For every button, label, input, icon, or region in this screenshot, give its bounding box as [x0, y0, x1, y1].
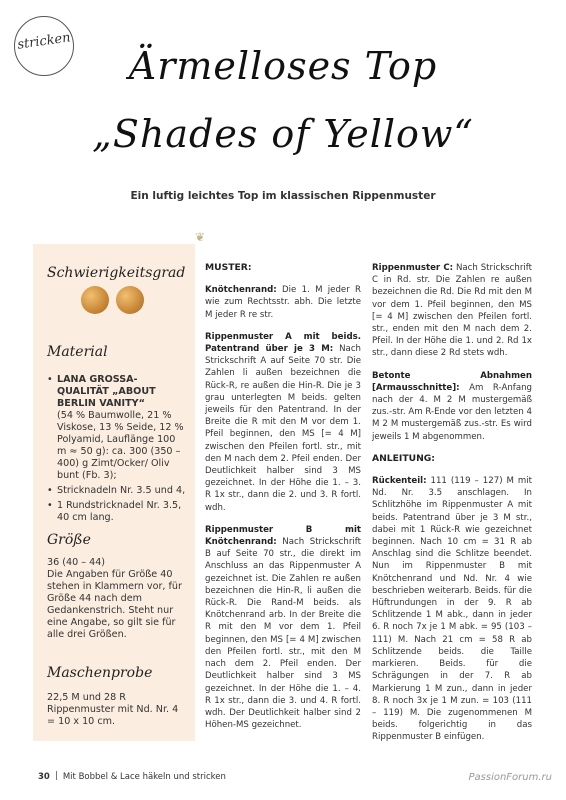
gauge-heading: Maschenprobe: [47, 665, 153, 681]
size-heading: Größe: [47, 532, 91, 548]
page-title-line1: Ärmelloses Top: [128, 44, 438, 88]
material-list: [47, 374, 187, 527]
page-subtitle: Ein luftig leichtes Top im klassischen Rippenmuster: [130, 190, 436, 202]
paragraph: Rippenmuster C: Nach Strickschrift C in Rd. str. Die Zahlen re außen bezeichnen die Rd. Die Rd mit den M vor dem 1. Pfeil beginnen, den MS [= 4 M] zwischen den Pfeilen fortl. str., enden mit den M nach dem 2. Pfeil. In der Höhe die 1. und 2. Rd 1x str., dann diese 2 Rd stets wdh.: [372, 263, 532, 359]
material-item: • 1 Rundstricknadel Nr. 3.5, 40 cm lang.: [47, 500, 187, 524]
magazine-name: Mit Bobbel & Lace häkeln und stricken: [62, 772, 226, 782]
difficulty-heading: Schwierigkeitsgrad: [47, 265, 186, 281]
watermark: PassionForum.ru: [468, 772, 552, 783]
paragraph: Rippenmuster A mit beids. Patentrand über je 3 M: Nach Strickschrift A auf Seite 70 str. Die Zahlen li außen bezeichnen die Rück-R, re außen die Hin-R. Die je 3 grau unterlegten M beids. gelten jeweils für den Patentrand. In der Breite die R mit den M vor dem 1. Pfeil beginnen, den MS [= 4 M] zwischen den Pfeilen fortl. str., mit den M nach dem 2. Pfeil enden. Der Deutlichkeit halber sind 3 MS gezeichnet. In der Höhe die 1. – 3. R 1x str., dann die 2. und 3. R fortl. wdh.: [205, 331, 361, 513]
material-item: • LANA GROSSA-QUALITÄT „ABOUT BERLIN VANITY“ (54 % Baumwolle, 21 % Viskose, 13 % Seide, 12 % Polyamid, Lauflänge 100 m ≈ 50 g): ca. 300 (350 – 400) g Zimt/Ocker/ Oliv bunt (Fb. 3);: [47, 374, 187, 482]
section-heading: ANLEITUNG:: [372, 452, 435, 464]
page-footer: [38, 771, 226, 782]
paragraph: Rückenteil: 111 (119 – 127) M mit Nd. Nr. 3.5 anschlagen. In Schlitzhöhe im Rippenmuster A mit beids. Patentrand über je 3 M str., dabei mit 1 Rück-R wie gezeichnet beginnen. Nach 10 cm = 31 R ab Anschlag sind die Schlitze beendet. Nun im Rippenmuster B mit Knötchenrand und Nd. Nr. 4 wie beschrieben weiterarb. Beids. für die Hüftrundungen in der 9. R ab Schlitzende 1 M abk., dann in jeder 6. R noch 7x je 1 M abk. = 95 (103 – 111) M. Nach 21 cm = 58 R ab Schlitzende beids. die Taille markieren. Beids. für die Schrägungen in der 7. R ab Markierung 1 M zun., dann in jeder 8. R noch 3x je 1 M zun. = 103 (111 – 119) M. Die zugenommenen M beids. folgerichtig in das Rippenmuster B einfügen.: [372, 476, 532, 743]
yarn-ball-icon: [81, 286, 109, 314]
stamp-label: stricken: [16, 30, 72, 53]
yarn-ball-icon: [116, 286, 144, 314]
paragraph: Betonte Abnahmen [Armausschnitte]: Am R-Anfang nach der 4. M 2 M mustergemäß zus.-str. Am R-Ende vor den letzten 4 M 2 M mustergemäß zus.-str. Es wird jeweils 1 M abgenommen.: [372, 370, 532, 442]
paragraph: Knötchenrand: Die 1. M jeder R wie zum Rechtsstr. abh. Die letzte M jeder R re str.: [205, 285, 361, 320]
gauge-text: 22,5 M und 28 R Rippenmuster mit Nd. Nr. 4 = 10 x 10 cm.: [47, 692, 179, 727]
column-muster: [205, 262, 361, 741]
page-number: 30: [38, 772, 50, 782]
material-heading: Material: [47, 344, 108, 360]
page-title-line2: „Shades of Yellow“: [92, 112, 474, 156]
leaf-icon: ❦: [195, 230, 206, 244]
size-text: 36 (40 – 44) Die Angaben für Größe 40 stehen in Klammern vor, für Größe 44 nach dem Gedankenstrich. Steht nur eine Angabe, so gilt sie für alle drei Größen.: [47, 557, 182, 640]
section-heading: MUSTER:: [205, 262, 252, 273]
paragraph: Rippenmuster B mit Knötchenrand: Nach Strickschrift B auf Seite 70 str., die direkt im Anschluss an das Rippenmuster A gezeichnet ist. Die Zahlen re außen bezeichnen die Hin-R, li außen die Rück-R. Die Rand-M beids. als Knötchenrand arb. In der Breite die R mit den M vor dem 1. Pfeil beginnen, den MS [= 4 M] zwischen den Pfeilen fortl. str., mit den M nach dem 2. Pfeil enden. Der Deutlichkeit halber sind 3 MS gezeichnet. In der Höhe die 1. – 4. R 1x str., dann die 3. und 4. R fortl. wdh. Der Deutlichkeit halber sind 2 Höhen-MS gezeichnet.: [205, 524, 361, 731]
column-anleitung: [372, 262, 532, 754]
material-item: • Stricknadeln Nr. 3.5 und 4,: [47, 485, 187, 497]
